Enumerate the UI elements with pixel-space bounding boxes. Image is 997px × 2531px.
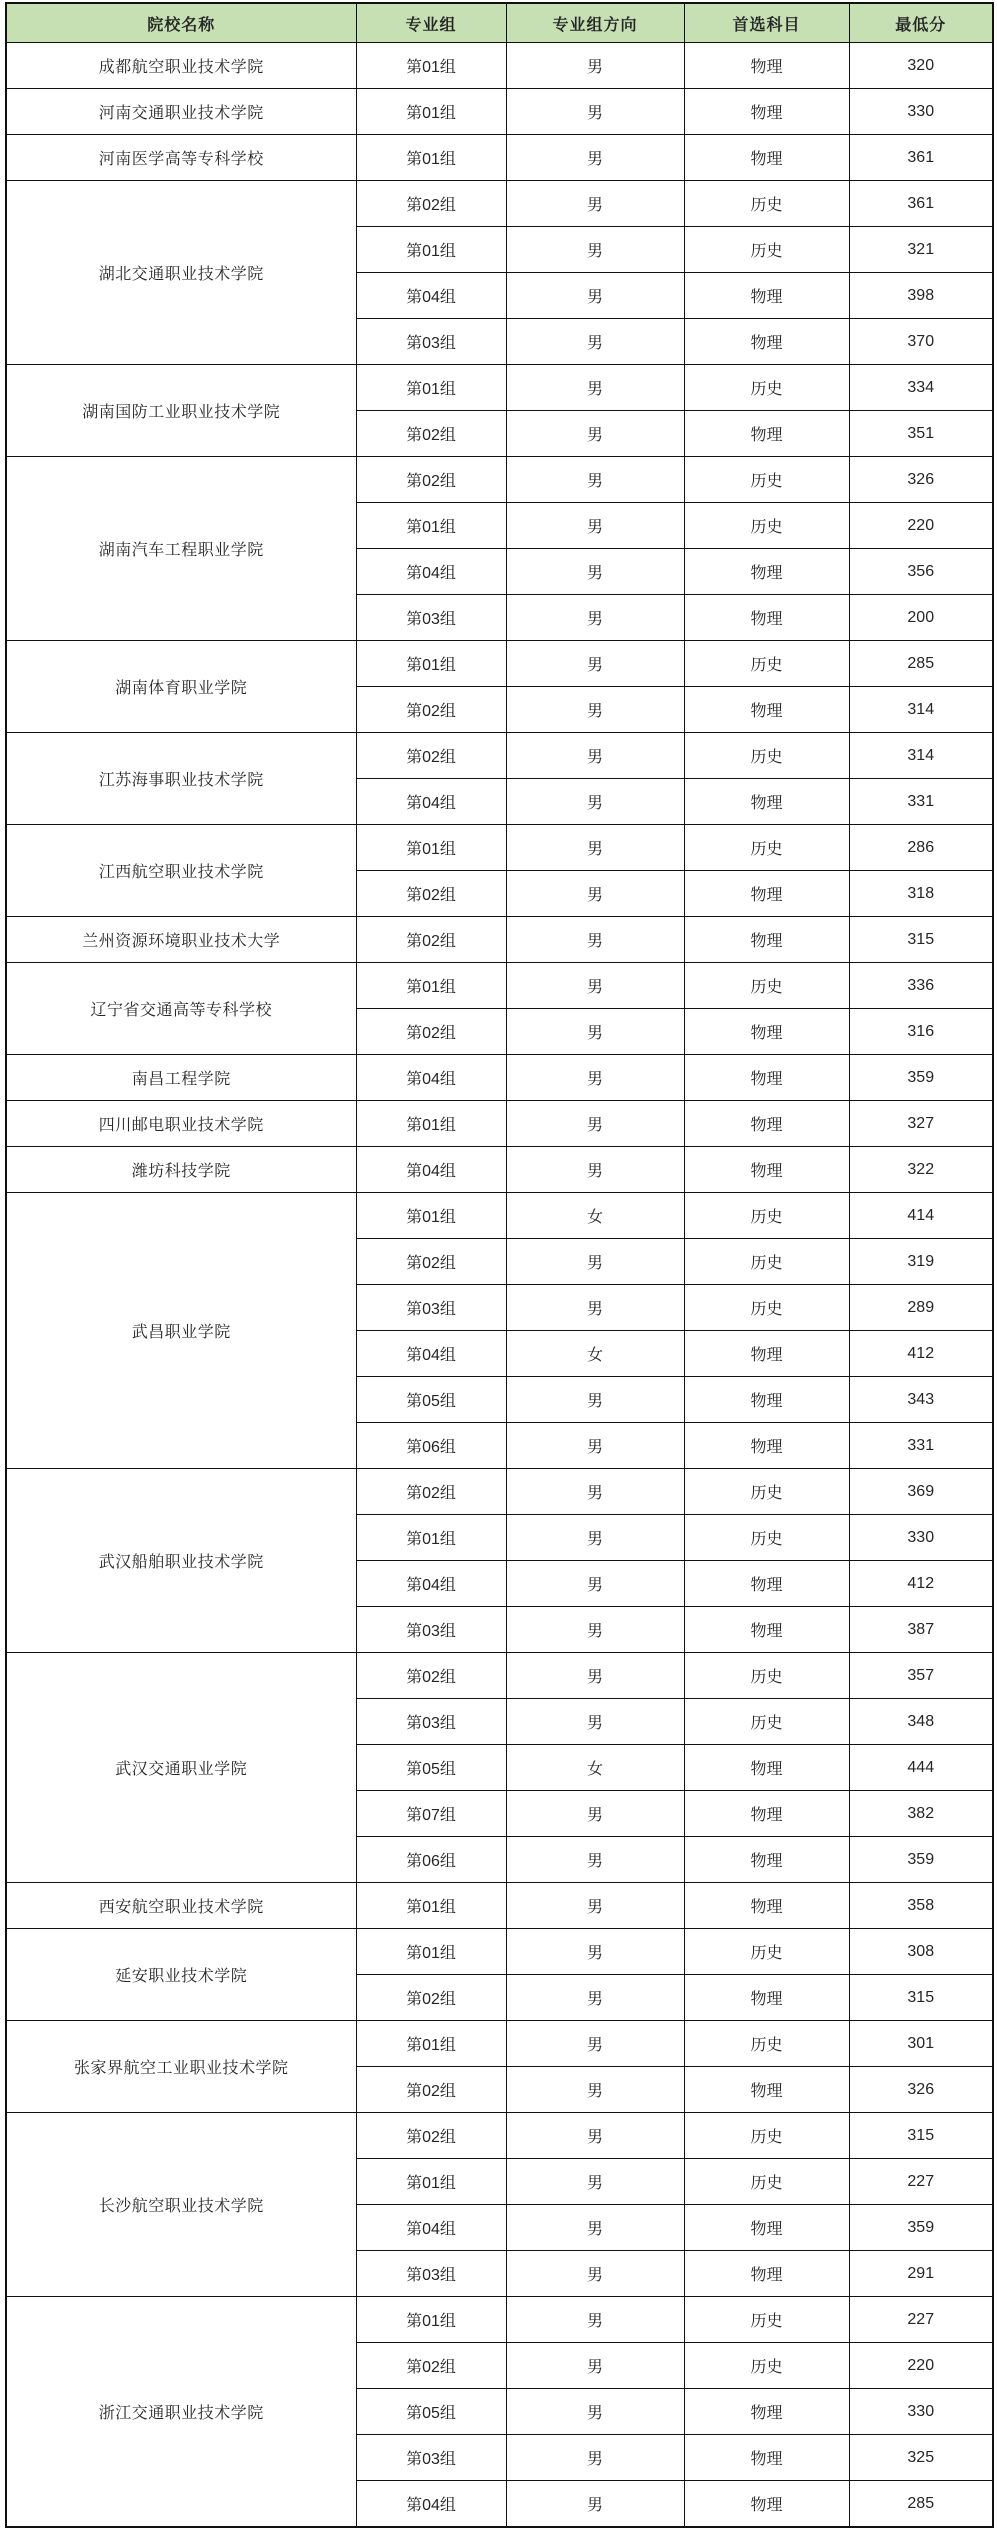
subject-cell: 物理 bbox=[684, 917, 849, 963]
subject-cell: 物理 bbox=[684, 1837, 849, 1883]
subject-cell: 历史 bbox=[684, 2021, 849, 2067]
school-name-cell: 西安航空职业技术学院 bbox=[6, 1883, 356, 1929]
major-group-cell: 第01组 bbox=[356, 503, 506, 549]
school-name-cell: 张家界航空工业职业技术学院 bbox=[6, 2021, 356, 2113]
direction-cell: 男 bbox=[506, 2067, 684, 2113]
score-cell: 326 bbox=[849, 2067, 993, 2113]
school-name-cell: 四川邮电职业技术学院 bbox=[6, 1101, 356, 1147]
score-cell: 220 bbox=[849, 2343, 993, 2389]
direction-cell: 男 bbox=[506, 2251, 684, 2297]
score-cell: 316 bbox=[849, 1009, 993, 1055]
major-group-cell: 第02组 bbox=[356, 1653, 506, 1699]
major-group-cell: 第02组 bbox=[356, 1469, 506, 1515]
subject-cell: 历史 bbox=[684, 457, 849, 503]
column-header-min-score: 最低分 bbox=[849, 3, 993, 43]
score-cell: 369 bbox=[849, 1469, 993, 1515]
major-group-cell: 第04组 bbox=[356, 2481, 506, 2528]
major-group-cell: 第05组 bbox=[356, 1745, 506, 1791]
direction-cell: 男 bbox=[506, 1147, 684, 1193]
column-header-major-group-direction: 专业组方向 bbox=[506, 3, 684, 43]
subject-cell: 物理 bbox=[684, 2067, 849, 2113]
subject-cell: 历史 bbox=[684, 1699, 849, 1745]
major-group-cell: 第02组 bbox=[356, 2067, 506, 2113]
column-header-college-name: 院校名称 bbox=[6, 3, 356, 43]
subject-cell: 历史 bbox=[684, 2159, 849, 2205]
score-cell: 308 bbox=[849, 1929, 993, 1975]
major-group-cell: 第04组 bbox=[356, 2205, 506, 2251]
major-group-cell: 第01组 bbox=[356, 89, 506, 135]
direction-cell: 女 bbox=[506, 1331, 684, 1377]
major-group-cell: 第01组 bbox=[356, 43, 506, 89]
direction-cell: 男 bbox=[506, 2389, 684, 2435]
score-cell: 331 bbox=[849, 1423, 993, 1469]
major-group-cell: 第01组 bbox=[356, 227, 506, 273]
direction-cell: 男 bbox=[506, 1791, 684, 1837]
score-cell: 414 bbox=[849, 1193, 993, 1239]
table-row bbox=[6, 1193, 993, 1239]
direction-cell: 男 bbox=[506, 595, 684, 641]
major-group-cell: 第01组 bbox=[356, 641, 506, 687]
major-group-cell: 第02组 bbox=[356, 1975, 506, 2021]
subject-cell: 历史 bbox=[684, 2297, 849, 2343]
score-cell: 398 bbox=[849, 273, 993, 319]
major-group-cell: 第04组 bbox=[356, 1561, 506, 1607]
direction-cell: 男 bbox=[506, 227, 684, 273]
major-group-cell: 第01组 bbox=[356, 1101, 506, 1147]
subject-cell: 物理 bbox=[684, 1101, 849, 1147]
subject-cell: 历史 bbox=[684, 2113, 849, 2159]
direction-cell: 男 bbox=[506, 1239, 684, 1285]
direction-cell: 女 bbox=[506, 1193, 684, 1239]
score-cell: 370 bbox=[849, 319, 993, 365]
score-cell: 315 bbox=[849, 1975, 993, 2021]
major-group-cell: 第03组 bbox=[356, 1285, 506, 1331]
direction-cell: 男 bbox=[506, 1009, 684, 1055]
column-header-first-subject: 首选科目 bbox=[684, 3, 849, 43]
school-name-cell: 兰州资源环境职业技术大学 bbox=[6, 917, 356, 963]
direction-cell: 男 bbox=[506, 2343, 684, 2389]
major-group-cell: 第02组 bbox=[356, 457, 506, 503]
major-group-cell: 第05组 bbox=[356, 1377, 506, 1423]
subject-cell: 历史 bbox=[684, 1285, 849, 1331]
subject-cell: 物理 bbox=[684, 2389, 849, 2435]
score-cell: 301 bbox=[849, 2021, 993, 2067]
table-row bbox=[6, 1055, 993, 1101]
score-cell: 315 bbox=[849, 917, 993, 963]
table-row bbox=[6, 1469, 993, 1515]
direction-cell: 男 bbox=[506, 1055, 684, 1101]
major-group-cell: 第02组 bbox=[356, 1239, 506, 1285]
school-name-cell: 潍坊科技学院 bbox=[6, 1147, 356, 1193]
major-group-cell: 第01组 bbox=[356, 1883, 506, 1929]
score-cell: 356 bbox=[849, 549, 993, 595]
direction-cell: 男 bbox=[506, 2113, 684, 2159]
major-group-cell: 第03组 bbox=[356, 2435, 506, 2481]
subject-cell: 历史 bbox=[684, 1515, 849, 1561]
score-cell: 359 bbox=[849, 2205, 993, 2251]
school-name-cell: 长沙航空职业技术学院 bbox=[6, 2113, 356, 2297]
score-cell: 314 bbox=[849, 687, 993, 733]
subject-cell: 物理 bbox=[684, 43, 849, 89]
direction-cell: 男 bbox=[506, 503, 684, 549]
major-group-cell: 第04组 bbox=[356, 779, 506, 825]
score-cell: 444 bbox=[849, 1745, 993, 1791]
table-row bbox=[6, 733, 993, 779]
direction-cell: 男 bbox=[506, 319, 684, 365]
school-name-cell: 成都航空职业技术学院 bbox=[6, 43, 356, 89]
major-group-cell: 第01组 bbox=[356, 1929, 506, 1975]
subject-cell: 物理 bbox=[684, 2481, 849, 2528]
score-cell: 359 bbox=[849, 1837, 993, 1883]
major-group-cell: 第03组 bbox=[356, 2251, 506, 2297]
subject-cell: 物理 bbox=[684, 1561, 849, 1607]
score-cell: 326 bbox=[849, 457, 993, 503]
subject-cell: 历史 bbox=[684, 2343, 849, 2389]
direction-cell: 男 bbox=[506, 1377, 684, 1423]
school-name-cell: 河南交通职业技术学院 bbox=[6, 89, 356, 135]
school-name-cell: 湖南汽车工程职业学院 bbox=[6, 457, 356, 641]
major-group-cell: 第02组 bbox=[356, 687, 506, 733]
table-row bbox=[6, 89, 993, 135]
subject-cell: 物理 bbox=[684, 273, 849, 319]
table-row bbox=[6, 43, 993, 89]
subject-cell: 历史 bbox=[684, 641, 849, 687]
subject-cell: 物理 bbox=[684, 1423, 849, 1469]
major-group-cell: 第01组 bbox=[356, 2021, 506, 2067]
admission-score-table bbox=[5, 2, 994, 2528]
school-name-cell: 南昌工程学院 bbox=[6, 1055, 356, 1101]
major-group-cell: 第01组 bbox=[356, 2297, 506, 2343]
score-cell: 227 bbox=[849, 2297, 993, 2343]
direction-cell: 男 bbox=[506, 2159, 684, 2205]
subject-cell: 物理 bbox=[684, 1883, 849, 1929]
major-group-cell: 第02组 bbox=[356, 411, 506, 457]
score-cell: 412 bbox=[849, 1331, 993, 1377]
table-row bbox=[6, 1147, 993, 1193]
direction-cell: 男 bbox=[506, 1285, 684, 1331]
score-cell: 319 bbox=[849, 1239, 993, 1285]
major-group-cell: 第02组 bbox=[356, 2113, 506, 2159]
subject-cell: 物理 bbox=[684, 1331, 849, 1377]
score-cell: 291 bbox=[849, 2251, 993, 2297]
score-cell: 331 bbox=[849, 779, 993, 825]
score-cell: 322 bbox=[849, 1147, 993, 1193]
score-cell: 357 bbox=[849, 1653, 993, 1699]
school-name-cell: 江苏海事职业技术学院 bbox=[6, 733, 356, 825]
school-name-cell: 武汉交通职业学院 bbox=[6, 1653, 356, 1883]
direction-cell: 男 bbox=[506, 181, 684, 227]
direction-cell: 男 bbox=[506, 43, 684, 89]
direction-cell: 男 bbox=[506, 1607, 684, 1653]
direction-cell: 男 bbox=[506, 1653, 684, 1699]
subject-cell: 物理 bbox=[684, 1745, 849, 1791]
score-cell: 285 bbox=[849, 641, 993, 687]
table-row bbox=[6, 1929, 993, 1975]
table-row bbox=[6, 1653, 993, 1699]
direction-cell: 男 bbox=[506, 1515, 684, 1561]
score-cell: 387 bbox=[849, 1607, 993, 1653]
major-group-cell: 第06组 bbox=[356, 1837, 506, 1883]
direction-cell: 男 bbox=[506, 917, 684, 963]
direction-cell: 男 bbox=[506, 1699, 684, 1745]
score-cell: 285 bbox=[849, 2481, 993, 2528]
direction-cell: 男 bbox=[506, 1561, 684, 1607]
major-group-cell: 第01组 bbox=[356, 825, 506, 871]
direction-cell: 男 bbox=[506, 1837, 684, 1883]
score-cell: 200 bbox=[849, 595, 993, 641]
subject-cell: 历史 bbox=[684, 1239, 849, 1285]
subject-cell: 物理 bbox=[684, 871, 849, 917]
subject-cell: 物理 bbox=[684, 1607, 849, 1653]
table-row bbox=[6, 1883, 993, 1929]
school-name-cell: 湖南体育职业学院 bbox=[6, 641, 356, 733]
score-cell: 361 bbox=[849, 135, 993, 181]
major-group-cell: 第04组 bbox=[356, 1055, 506, 1101]
major-group-cell: 第01组 bbox=[356, 135, 506, 181]
major-group-cell: 第02组 bbox=[356, 871, 506, 917]
subject-cell: 历史 bbox=[684, 733, 849, 779]
school-name-cell: 武昌职业学院 bbox=[6, 1193, 356, 1469]
direction-cell: 男 bbox=[506, 963, 684, 1009]
direction-cell: 男 bbox=[506, 641, 684, 687]
table-row bbox=[6, 2021, 993, 2067]
major-group-cell: 第02组 bbox=[356, 1009, 506, 1055]
score-cell: 351 bbox=[849, 411, 993, 457]
major-group-cell: 第01组 bbox=[356, 365, 506, 411]
major-group-cell: 第06组 bbox=[356, 1423, 506, 1469]
score-cell: 220 bbox=[849, 503, 993, 549]
subject-cell: 历史 bbox=[684, 963, 849, 1009]
table-row bbox=[6, 825, 993, 871]
direction-cell: 男 bbox=[506, 733, 684, 779]
score-cell: 330 bbox=[849, 2389, 993, 2435]
direction-cell: 男 bbox=[506, 135, 684, 181]
score-cell: 325 bbox=[849, 2435, 993, 2481]
subject-cell: 物理 bbox=[684, 1009, 849, 1055]
subject-cell: 物理 bbox=[684, 1975, 849, 2021]
subject-cell: 历史 bbox=[684, 1653, 849, 1699]
table-row bbox=[6, 2113, 993, 2159]
major-group-cell: 第04组 bbox=[356, 273, 506, 319]
score-cell: 348 bbox=[849, 1699, 993, 1745]
subject-cell: 物理 bbox=[684, 1055, 849, 1101]
subject-cell: 物理 bbox=[684, 2435, 849, 2481]
score-cell: 382 bbox=[849, 1791, 993, 1837]
school-name-cell: 辽宁省交通高等专科学校 bbox=[6, 963, 356, 1055]
score-cell: 336 bbox=[849, 963, 993, 1009]
school-name-cell: 延安职业技术学院 bbox=[6, 1929, 356, 2021]
direction-cell: 男 bbox=[506, 365, 684, 411]
subject-cell: 物理 bbox=[684, 687, 849, 733]
direction-cell: 男 bbox=[506, 1883, 684, 1929]
subject-cell: 历史 bbox=[684, 1929, 849, 1975]
subject-cell: 物理 bbox=[684, 319, 849, 365]
table-row bbox=[6, 2297, 993, 2343]
major-group-cell: 第01组 bbox=[356, 1515, 506, 1561]
major-group-cell: 第05组 bbox=[356, 2389, 506, 2435]
major-group-cell: 第03组 bbox=[356, 1607, 506, 1653]
subject-cell: 物理 bbox=[684, 549, 849, 595]
table-row bbox=[6, 917, 993, 963]
subject-cell: 物理 bbox=[684, 779, 849, 825]
subject-cell: 物理 bbox=[684, 1147, 849, 1193]
header-row bbox=[6, 3, 993, 43]
direction-cell: 男 bbox=[506, 273, 684, 319]
score-cell: 314 bbox=[849, 733, 993, 779]
subject-cell: 物理 bbox=[684, 1377, 849, 1423]
score-cell: 361 bbox=[849, 181, 993, 227]
direction-cell: 男 bbox=[506, 1975, 684, 2021]
subject-cell: 物理 bbox=[684, 2251, 849, 2297]
score-cell: 227 bbox=[849, 2159, 993, 2205]
direction-cell: 男 bbox=[506, 549, 684, 595]
major-group-cell: 第04组 bbox=[356, 1331, 506, 1377]
direction-cell: 男 bbox=[506, 687, 684, 733]
subject-cell: 历史 bbox=[684, 227, 849, 273]
score-cell: 289 bbox=[849, 1285, 993, 1331]
major-group-cell: 第01组 bbox=[356, 1193, 506, 1239]
column-header-major-group: 专业组 bbox=[356, 3, 506, 43]
score-cell: 412 bbox=[849, 1561, 993, 1607]
direction-cell: 男 bbox=[506, 825, 684, 871]
school-name-cell: 武汉船舶职业技术学院 bbox=[6, 1469, 356, 1653]
major-group-cell: 第07组 bbox=[356, 1791, 506, 1837]
school-name-cell: 浙江交通职业技术学院 bbox=[6, 2297, 356, 2528]
major-group-cell: 第04组 bbox=[356, 1147, 506, 1193]
score-cell: 330 bbox=[849, 1515, 993, 1561]
score-cell: 327 bbox=[849, 1101, 993, 1147]
major-group-cell: 第02组 bbox=[356, 733, 506, 779]
subject-cell: 物理 bbox=[684, 135, 849, 181]
subject-cell: 物理 bbox=[684, 595, 849, 641]
direction-cell: 男 bbox=[506, 411, 684, 457]
direction-cell: 女 bbox=[506, 1745, 684, 1791]
school-name-cell: 湖南国防工业职业技术学院 bbox=[6, 365, 356, 457]
major-group-cell: 第02组 bbox=[356, 917, 506, 963]
direction-cell: 男 bbox=[506, 457, 684, 503]
major-group-cell: 第01组 bbox=[356, 963, 506, 1009]
direction-cell: 男 bbox=[506, 89, 684, 135]
subject-cell: 历史 bbox=[684, 365, 849, 411]
score-cell: 318 bbox=[849, 871, 993, 917]
table-row bbox=[6, 963, 993, 1009]
score-cell: 359 bbox=[849, 1055, 993, 1101]
score-cell: 330 bbox=[849, 89, 993, 135]
table-row bbox=[6, 365, 993, 411]
direction-cell: 男 bbox=[506, 2021, 684, 2067]
direction-cell: 男 bbox=[506, 2481, 684, 2528]
school-name-cell: 江西航空职业技术学院 bbox=[6, 825, 356, 917]
score-cell: 321 bbox=[849, 227, 993, 273]
score-cell: 343 bbox=[849, 1377, 993, 1423]
major-group-cell: 第03组 bbox=[356, 595, 506, 641]
score-cell: 334 bbox=[849, 365, 993, 411]
table-row bbox=[6, 135, 993, 181]
direction-cell: 男 bbox=[506, 2297, 684, 2343]
subject-cell: 历史 bbox=[684, 503, 849, 549]
subject-cell: 历史 bbox=[684, 1469, 849, 1515]
major-group-cell: 第04组 bbox=[356, 549, 506, 595]
school-name-cell: 河南医学高等专科学校 bbox=[6, 135, 356, 181]
major-group-cell: 第03组 bbox=[356, 319, 506, 365]
table-row bbox=[6, 457, 993, 503]
subject-cell: 物理 bbox=[684, 2205, 849, 2251]
direction-cell: 男 bbox=[506, 2435, 684, 2481]
subject-cell: 物理 bbox=[684, 1791, 849, 1837]
score-cell: 315 bbox=[849, 2113, 993, 2159]
direction-cell: 男 bbox=[506, 1469, 684, 1515]
table-row bbox=[6, 181, 993, 227]
subject-cell: 历史 bbox=[684, 181, 849, 227]
subject-cell: 历史 bbox=[684, 1193, 849, 1239]
table-row bbox=[6, 641, 993, 687]
score-cell: 286 bbox=[849, 825, 993, 871]
score-cell: 320 bbox=[849, 43, 993, 89]
direction-cell: 男 bbox=[506, 1929, 684, 1975]
major-group-cell: 第01组 bbox=[356, 2159, 506, 2205]
direction-cell: 男 bbox=[506, 1101, 684, 1147]
direction-cell: 男 bbox=[506, 1423, 684, 1469]
major-group-cell: 第02组 bbox=[356, 2343, 506, 2389]
score-cell: 358 bbox=[849, 1883, 993, 1929]
major-group-cell: 第02组 bbox=[356, 181, 506, 227]
subject-cell: 物理 bbox=[684, 89, 849, 135]
direction-cell: 男 bbox=[506, 2205, 684, 2251]
table-row bbox=[6, 1101, 993, 1147]
subject-cell: 物理 bbox=[684, 411, 849, 457]
subject-cell: 历史 bbox=[684, 825, 849, 871]
direction-cell: 男 bbox=[506, 871, 684, 917]
direction-cell: 男 bbox=[506, 779, 684, 825]
school-name-cell: 湖北交通职业技术学院 bbox=[6, 181, 356, 365]
major-group-cell: 第03组 bbox=[356, 1699, 506, 1745]
